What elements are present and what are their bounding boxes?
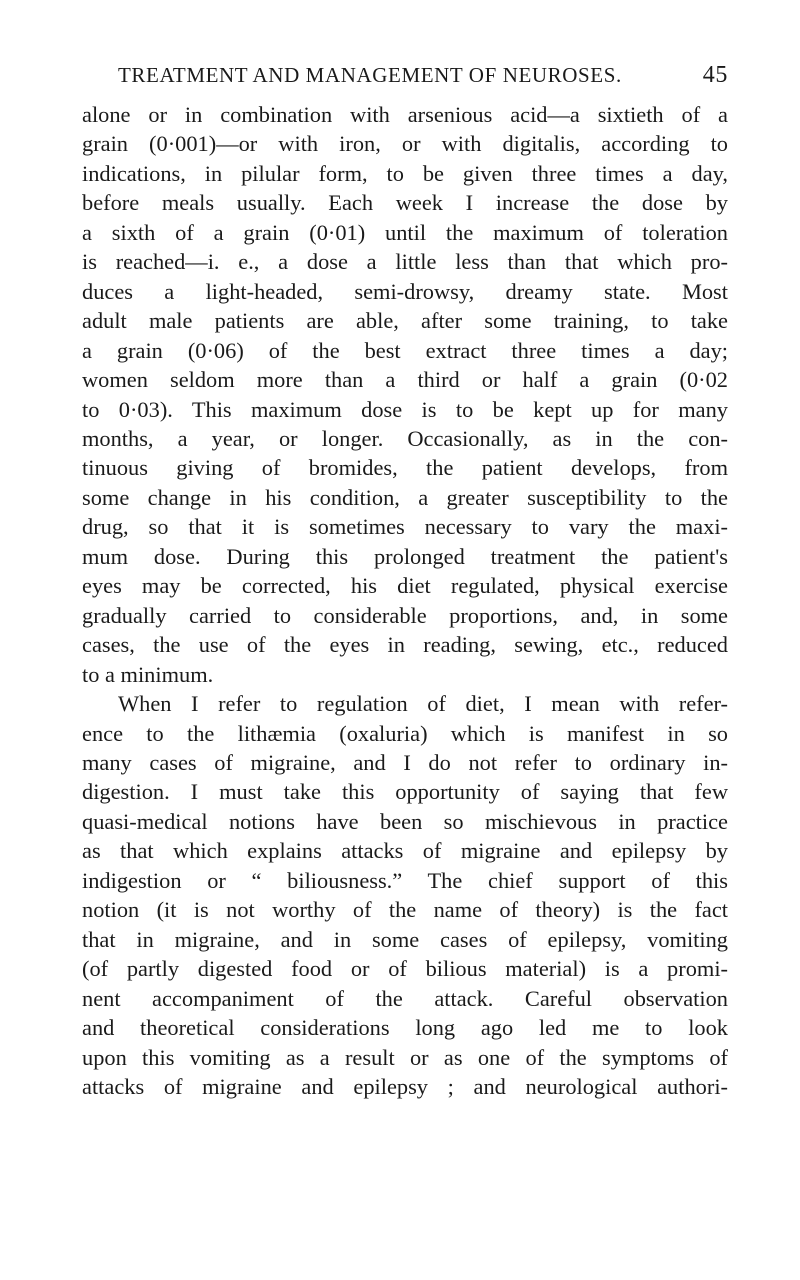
text-line: upon this vomiting as a result or as one of the symptoms of: [82, 1044, 728, 1070]
text-line: before meals usually. Each week I increase the dose by: [82, 190, 728, 216]
text-line: eyes may be corrected, his diet regulated, physical exercise: [82, 573, 728, 599]
text-line: drug, so that it is sometimes necessary to vary the maxi-: [82, 514, 728, 540]
text-line: (of partly digested food or of bilious material) is a promi-: [82, 956, 728, 982]
text-line: is reached—i. e., a dose a little less than that which pro-: [82, 249, 728, 275]
text-line: indications, in pilular form, to be given three times a day,: [82, 160, 728, 186]
page-number: 45: [702, 62, 728, 88]
running-head: [118, 62, 728, 89]
text-line: mum dose. During this prolonged treatment the patient's: [82, 543, 728, 569]
paragraph-1: [82, 100, 728, 689]
text-line: attacks of migraine and epilepsy ; and neurological authori-: [82, 1073, 728, 1099]
text-line: as that which explains attacks of migraine and epilepsy by: [82, 838, 728, 864]
text-line: alone or in combination with arsenious acid—a sixtieth of a: [82, 102, 728, 127]
text-line: some change in his condition, a greater susceptibility to the: [82, 484, 728, 510]
text-line: notion (it is not worthy of the name of theory) is the fact: [82, 897, 728, 923]
text-line: cases, the use of the eyes in reading, sewing, etc., reduced: [82, 632, 728, 658]
text-line: many cases of migraine, and I do not refer to ordinary in-: [82, 749, 728, 775]
text-line: a grain (0·06) of the best extract three times a day;: [82, 337, 728, 363]
running-title: TREATMENT AND MANAGEMENT OF NEUROSES.: [118, 63, 622, 87]
text-line: digestion. I must take this opportunity of saying that few: [82, 779, 728, 805]
text-line: and theoretical considerations long ago led me to look: [82, 1015, 728, 1041]
paragraph-2: [82, 689, 728, 1101]
text-line: quasi-medical notions have been so mischievous in practice: [82, 808, 728, 834]
text-line: to 0·03). This maximum dose is to be kept up for many: [82, 396, 728, 422]
text-line: indigestion or “ biliousness.” The chief support of this: [82, 867, 728, 893]
text-line: tinuous giving of bromides, the patient develops, from: [82, 455, 728, 481]
text-line: adult male patients are able, after some training, to take: [82, 308, 728, 334]
text-line: ence to the lithæmia (oxaluria) which is manifest in so: [82, 720, 728, 746]
text-line: duces a light-headed, semi-drowsy, dreamy state. Most: [82, 278, 728, 304]
text-line: When I refer to regulation of diet, I mean with refer-: [118, 691, 728, 717]
text-line: that in migraine, and in some cases of epilepsy, vomiting: [82, 926, 728, 952]
text-line: women seldom more than a third or half a grain (0·02: [82, 367, 728, 393]
body-text: [82, 100, 728, 1101]
text-line: gradually carried to considerable proportions, and, in some: [82, 602, 728, 628]
text-line: grain (0·001)—or with iron, or with digitalis, according to: [82, 131, 728, 157]
text-line: a sixth of a grain (0·01) until the maximum of toleration: [82, 219, 728, 245]
text-line: nent accompaniment of the attack. Careful observation: [82, 985, 728, 1011]
text-line: months, a year, or longer. Occasionally, as in the con-: [82, 425, 728, 451]
text-line: to a minimum.: [82, 661, 214, 687]
